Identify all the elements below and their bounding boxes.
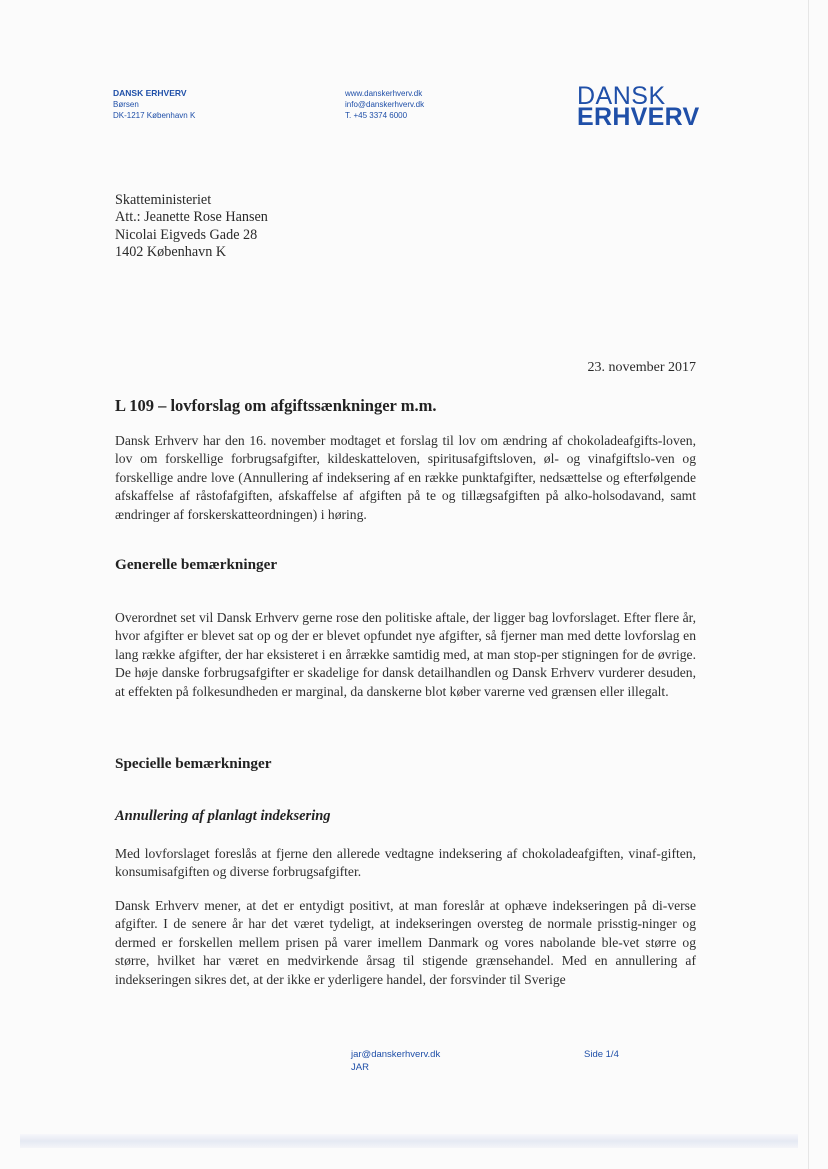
letter-title: L 109 – lovforslag om afgiftssænkninger m.m. xyxy=(115,396,437,415)
recipient-line: Nicolai Eigveds Gade 28 xyxy=(115,226,258,243)
sender-block xyxy=(113,88,195,121)
contact-block xyxy=(345,88,424,121)
recipient-line: Skatteministeriet xyxy=(115,192,212,208)
logo-line-1: DANSK xyxy=(577,82,666,110)
footer-email-link[interactable]: jar@danskerhverv.dk xyxy=(351,1049,441,1060)
sender-postal-line: DK-1217 København K xyxy=(113,111,196,120)
recipient-line: 1402 København K xyxy=(115,243,227,260)
section-heading-specific: Specielle bemærkninger xyxy=(115,755,272,772)
footer-contact xyxy=(351,1048,440,1074)
indexation-paragraph-1: Med lovforslaget foreslås at fjerne den allerede vedtagne indeksering af chokoladeafgiften, vinaf-giften, konsumisafgiften og diverse forbrugsafgifter. xyxy=(115,846,696,880)
subsection-heading: Annullering af planlagt indeksering xyxy=(115,808,331,824)
page-edge-line xyxy=(808,0,809,1169)
phone-number: T. +45 3374 6000 xyxy=(345,111,408,120)
recipient-address xyxy=(115,192,268,261)
recipient-line: Att.: Jeanette Rose Hansen xyxy=(115,209,268,226)
footer-initials: JAR xyxy=(351,1062,369,1073)
sender-address-line: Børsen xyxy=(113,100,139,109)
indexation-paragraph-2: Dansk Erhverv mener, at det er entydigt positivt, at man foreslår at ophæve indekseringen på di-verse afgifter. I de senere år har det været tydeligt, at indekseringen oversteg de normale prisstig-ninger og dermed er forskellen mellem prisen på varer imellem Danmark og vores nabolande ble-vet større og større, hvilket har været en medvirkende årsag til stigende grænsehandel. Med en annullering af indekseringen sikres det, at der ikke er yderligere handel, der forsvinder til Sverige xyxy=(115,898,696,987)
general-remarks-paragraph: Overordnet set vil Dansk Erhverv gerne rose den politiske aftale, der ligger bag lovforslaget. Efter flere år, hvor afgifter er blevet sat op og der er blevet opfundet nye afgifter, så fjerner man med dette lovforslag en lang række afgifter, der har eksisteret i en årrække samtidig med, at man stop-per stigningen for de øvrige. De høje danske forbrugsafgifter er skadelige for dansk detailhandlen og Dansk Erhverv vurderer desuden, at effekten på folkesundheden er marginal, da danskerne blot køber varerne ved grænsen eller illegalt. xyxy=(115,610,696,699)
dansk-erhverv-logo xyxy=(577,82,700,131)
contact-email-link[interactable]: info@danskerhverv.dk xyxy=(345,100,425,109)
sender-org-name: DANSK ERHVERV xyxy=(113,88,187,98)
scan-artifact-bar xyxy=(20,1134,798,1148)
intro-paragraph: Dansk Erhverv har den 16. november modtaget et forslag til lov om ændring af chokoladeafgifts-loven, lov om forskellige forbrugsafgifter, kildeskatteloven, spiritusafgiftsloven, øl- og vinafgiftslo-ven og forskellige andre love (Annullering af indeksering af en række punktafgifter, nedsættelse og efterfølgende afskaffelse af råstofafgiften, afskaffelse af afgiften på te og tillægsafgiften på alko-holsodavand, samt ændringer af forskerskatteordningen) i høring. xyxy=(115,433,696,522)
logo-line-2: ERHVERV xyxy=(577,103,700,131)
page-number: Side 1/4 xyxy=(584,1049,619,1060)
section-heading-general: Generelle bemærkninger xyxy=(115,556,278,573)
letter-date: 23. november 2017 xyxy=(587,360,696,375)
website-link[interactable]: www.danskerhverv.dk xyxy=(345,89,423,98)
